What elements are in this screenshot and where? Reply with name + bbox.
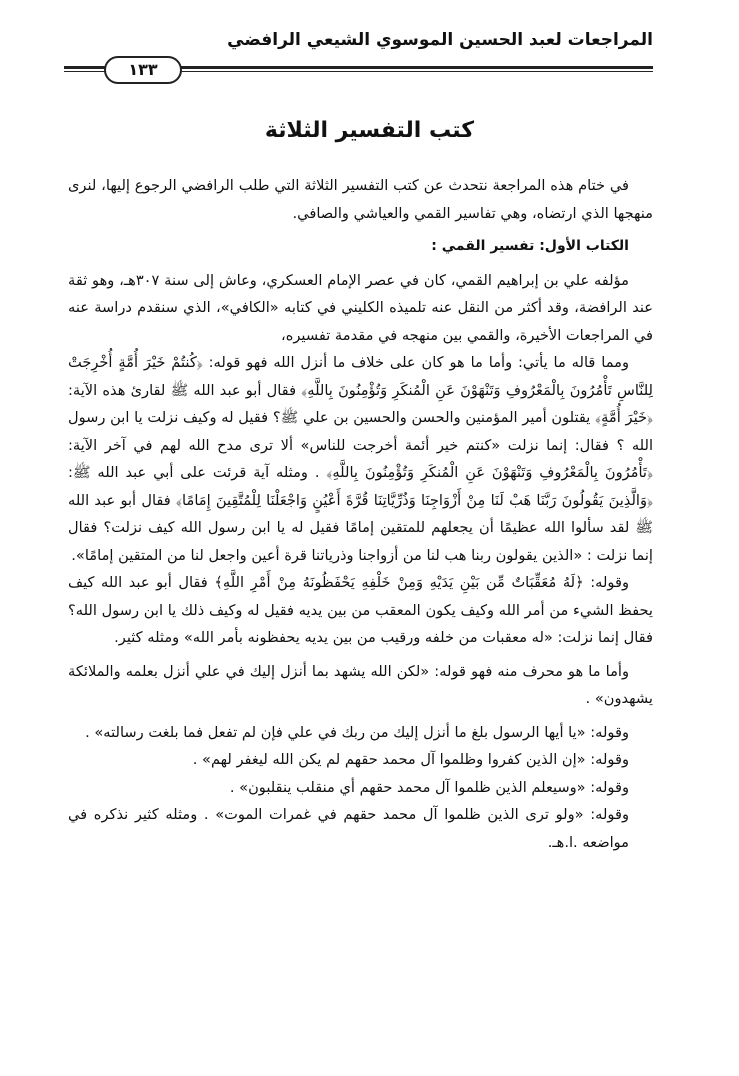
quote-line-1: وقوله: «يا أيها الرسول بلغ ما أنزل إليك من ربك في علي فإن لم تفعل فما بلغت رسالته» . (85, 723, 629, 741)
paragraph-author: مؤلفه علي بن إبراهيم القمي، كان في عصر الإمام العسكري، وعاش إلى سنة ٣٠٧هـ، وهو ثقة عند الرافضة، وقد أكثر من النقل عنه تلميذه الكليني في كتابه «الكافي»، الذي سنقدم دراسة عنه في المراجعات الأخيرة، والقمي بين منهجه في مقدمة تفسيره، (68, 271, 653, 344)
quote-line-2: وقوله: «إن الذين كفروا وظلموا آل محمد حقهم لم يكن الله ليغفر لهم» . (192, 751, 629, 768)
body-text (68, 172, 653, 856)
paragraph-quote-2: وقوله: ﴿لَهُ مُعَقِّبَاتٌ مِّن بَيْنِ يَدَيْهِ وَمِنْ خَلْفِهِ يَحْفَظُونَهُ مِنْ أَمْرِ اللَّهِ﴾ فقال أبو عبد الله كيف يحفظ الشيء من أمر الله وكيف يكون المعقب من بين يديه فقيل له وكيف ذلك يا ابن رسول الله؟ فقال إنما نزلت: «له معقبات من خلفه ورقيب من بين يديه يحفظونه بأمر الله» ومثله كثير. (68, 574, 653, 646)
section-heading: الكتاب الأول: تفسير القمي : (431, 238, 629, 254)
quote-line-3: وقوله: «وسيعلم الذين ظلموا آل محمد حقهم أي منقلب ينقلبون» . (229, 778, 629, 796)
quote-line-4: وقوله: «ولو ترى الذين ظلموا آل محمد حقهم في غمرات الموت» . ومثله كثير نذكره في مواضعه .ا.هـ. (68, 806, 629, 851)
paragraph-quote-1: ومما قاله ما يأتي: وأما ما هو كان على خلاف ما أنزل الله فهو قوله: ﴿كُنتُمْ خَيْرَ أُمَّةٍ أُخْرِجَتْ لِلنَّاسِ تَأْمُرُونَ بِالْمَعْرُوفِ وَتَنْهَوْنَ عَنِ الْمُنكَرِ وَتُؤْمِنُونَ بِاللَّهِ﴾ فقال أبو عبد الله ﷺ لقارئ هذه الآية: ﴿خَيْرَ أُمَّةٍ﴾ يقتلون أمير المؤمنين والحسن والحسين بن علي ﷺ؟ فقيل له وكيف نزلت يا ابن رسول الله ؟ فقال: إنما نزلت «كنتم خير أئمة أخرجت للناس» ألا ترى مدح الله لهم في آخر الآية: ﴿تَأْمُرُونَ بِالْمَعْرُوفِ وَتَنْهَوْنَ عَنِ الْمُنكَرِ وَتُؤْمِنُونَ بِاللَّهِ﴾ . ومثله آية قرئت على أبي عبد الله ﷺ: ﴿وَالَّذِينَ يَقُولُونَ رَبَّنَا هَبْ لَنَا مِنْ أَزْوَاجِنَا وَذُرِّيَّاتِنَا قُرَّةَ أَعْيُنٍ وَاجْعَلْنَا لِلْمُتَّقِينَ إِمَامًا﴾ فقال أبو عبد الله ﷺ لقد سألوا الله عظيمًا أن يجعلهم للمتقين إمامًا فقيل له يا ابن رسول الله كيف نزلت؟ فقال إنما نزلت : «الذين يقولون ربنا هب لنا من أزواجنا وذرياتنا قرة أعين واجعل لنا من المتقين إمامًا». (68, 354, 653, 564)
running-header-title: المراجعات لعبد الحسين الموسوي الشيعي الرافضي (227, 30, 653, 50)
chapter-title: كتب التفسير الثلاثة (264, 118, 475, 143)
page-number: ١٣٣ (104, 56, 182, 84)
paragraph-distorted: وأما ما هو محرف منه فهو قوله: «لكن الله يشهد بما أنزل إليك في علي أنزل بعلمه والملائكة يشهدون» . (68, 662, 653, 707)
paragraph-intro: في ختام هذه المراجعة نتحدث عن كتب التفسير الثلاثة التي طلب الرافضي الرجوع إليها، لنرى منهجها الذي ارتضاه، وهي تفاسير القمي والعياشي والصافي. (68, 177, 653, 222)
